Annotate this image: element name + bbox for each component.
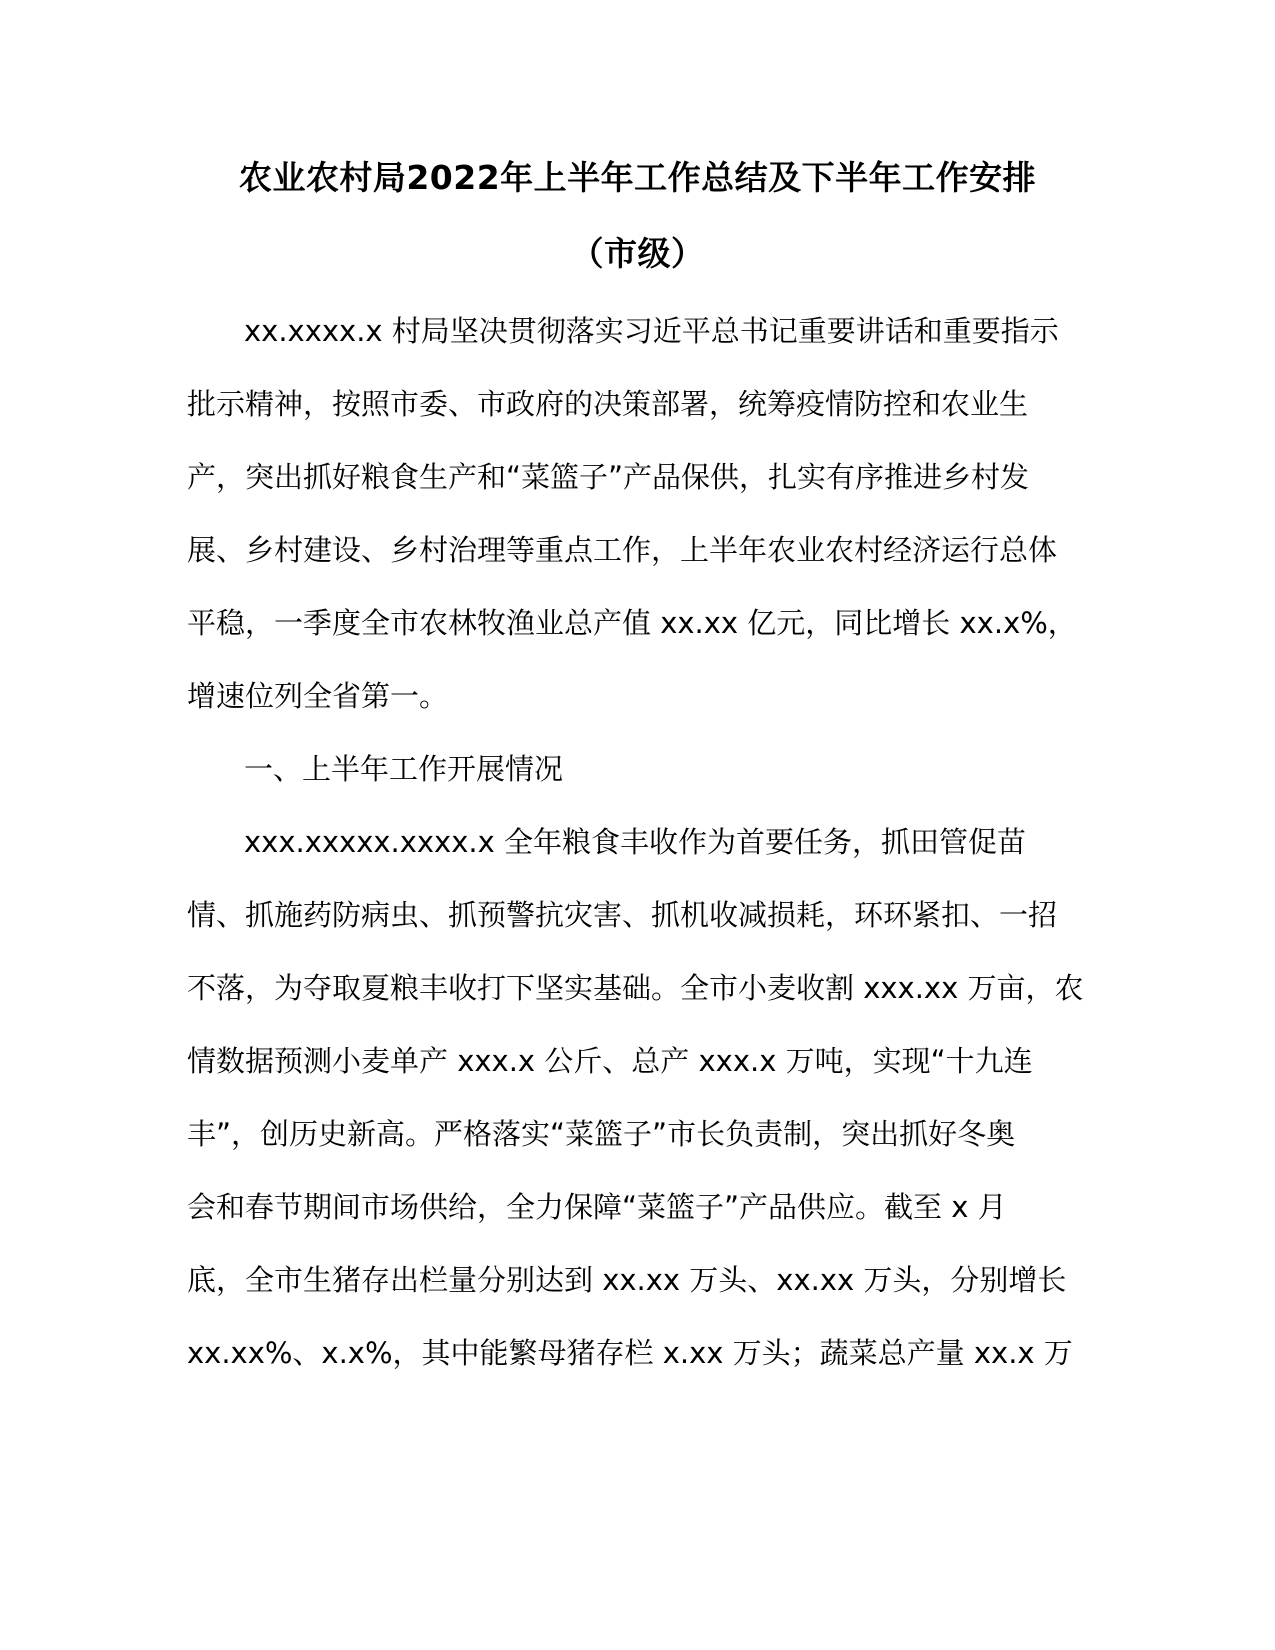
paragraph-line: xx.xxxx.x 村局坚决贯彻落实习近平总书记重要讲话和重要指示 xyxy=(244,314,1059,348)
paragraph-line: 增速位列全省第一。 xyxy=(187,679,449,713)
paragraph-line: 会和春节期间市场供给，全力保障“菜篮子”产品供应。截至 x 月 xyxy=(187,1190,1007,1224)
paragraph-line: 平稳，一季度全市农林牧渔业总产值 xx.xx 亿元，同比增长 xx.x%， xyxy=(187,606,1077,640)
paragraph-line: 情数据预测小麦单产 xxx.x 公斤、总产 xxx.x 万吨，实现“十九连 xyxy=(187,1044,1033,1078)
paragraph-line: 展、乡村建设、乡村治理等重点工作，上半年农业农村经济运行总体 xyxy=(187,533,1058,567)
paragraph-line: 底，全市生猪存出栏量分别达到 xx.xx 万头、xx.xx 万头，分别增长 xyxy=(187,1263,1067,1297)
paragraph-line: 情、抓施药防病虫、抓预警抗灾害、抓机收减损耗，环环紧扣、一招 xyxy=(187,898,1058,932)
paragraph-line: xx.xx%、x.x%，其中能繁母猪存栏 x.xx 万头；蔬菜总产量 xx.x 万 xyxy=(187,1336,1073,1370)
paragraph-line: 不落，为夺取夏粮丰收打下坚实基础。全市小麦收割 xxx.xx 万亩，农 xyxy=(187,971,1084,1005)
paragraph-line: 批示精神，按照市委、市政府的决策部署，统筹疫情防控和农业生 xyxy=(187,387,1029,421)
paragraph-line: 产，突出抓好粮食生产和“菜篮子”产品保供，扎实有序推进乡村发 xyxy=(187,460,1030,494)
document-subtitle: （市级） xyxy=(570,234,705,273)
document-title: 农业农村局2022年上半年工作总结及下半年工作安排 xyxy=(238,158,1037,197)
section-heading: 一、上半年工作开展情况 xyxy=(244,752,564,786)
paragraph-line: 丰”，创历史新高。严格落实“菜篮子”市长负责制，突出抓好冬奥 xyxy=(187,1117,1016,1151)
paragraph-line: xxx.xxxxx.xxxx.x 全年粮食丰收作为首要任务，抓田管促苗 xyxy=(244,825,1026,859)
